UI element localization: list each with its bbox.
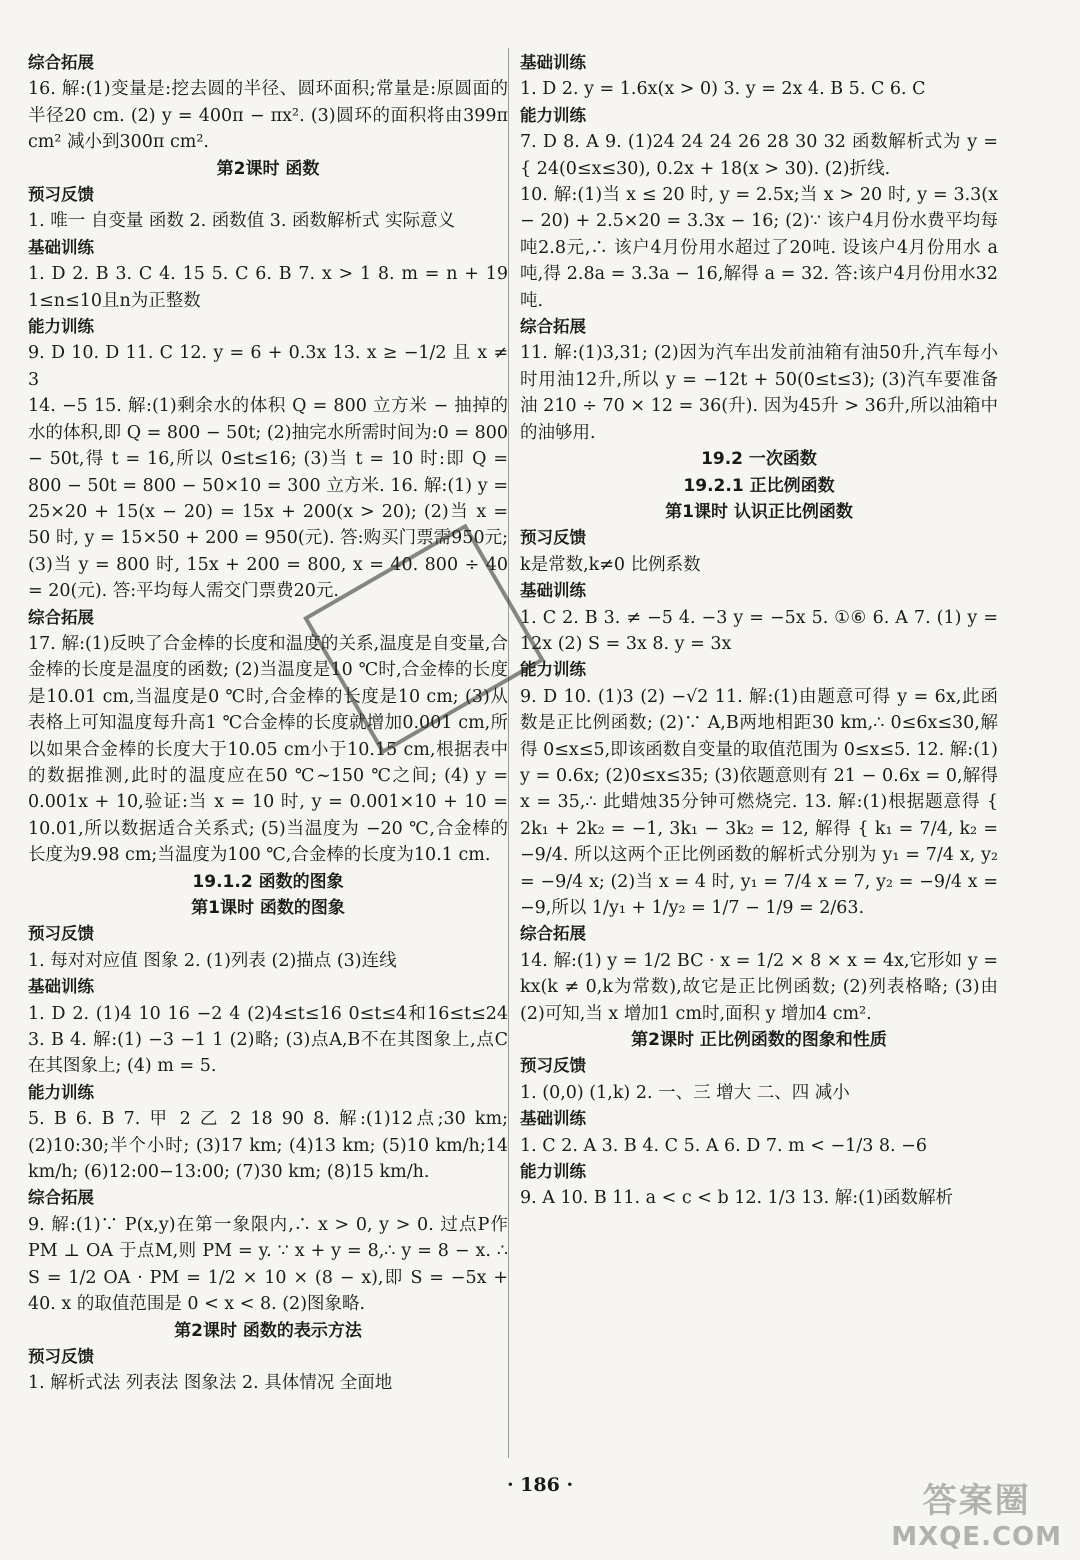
left-lesson-title: 第2课时 函数 [216,158,320,179]
left-section-heading: 综合拓展 [28,53,94,72]
left-section-heading: 能力训练 [28,1082,94,1102]
left-section-heading: 基础训练 [28,977,94,997]
left-answer-paragraph: 5. B 6. B 7. 甲 2 乙 2 18 90 8. 解:(1)12点;30 km;(2)10:30;半个小时; (3)17 km; (4)13 km; (5)10 km/h;14 km/h; (6)12:00−13:00; (7)30 km; (8)15 km/h. [28,1109,508,1183]
right-section-heading: 综合拓展 [520,317,586,337]
right-section-heading: 基础训练 [520,581,586,601]
right-lesson-title: 第2课时 正比例函数的图象和性质 [631,1030,887,1051]
right-section-heading: 预习反馈 [520,528,586,548]
right-answer-paragraph: 14. 解:(1) y = 1/2 BC · x = 1/2 × 8 × x = 4x,它形如 y = kx(k ≠ 0,k为常数),故它是正比例函数; (2)列表格略; (3)由(2)可知,当 x 增加1 cm时,面积 y 增加4 cm². [520,950,998,1024]
left-section-heading: 预习反馈 [28,185,94,205]
left-section-heading: 预习反馈 [28,1346,94,1366]
left-answer-paragraph: 9. D 10. D 11. C 12. y = 6 + 0.3x 13. x ≥ −1/2 且 x ≠ 3 [28,343,508,390]
left-section-heading: 预习反馈 [28,924,94,944]
right-answer-paragraph: 10. 解:(1)当 x ≤ 20 时, y = 2.5x;当 x > 20 时, y = 3.3(x − 20) + 2.5×20 = 3.3x − 16; (2)∵ 该户4月份水费平均每吨2.8元,∴ 该户4月份用水超过了20吨. 设该户4月份用水 a 吨,得 2.8a = 3.3a − 16,解得 a = 32. 答:该户4月份用水32吨. [520,185,998,311]
right-section-heading: 基础训练 [520,1109,586,1129]
right-section-heading: 综合拓展 [520,924,586,944]
left-section-heading: 综合拓展 [28,607,94,627]
left-answer-paragraph: 16. 解:(1)变量是:挖去圆的半径、圆环面积;常量是:原圆面的半径20 cm. (2) y = 400π − πx². (3)圆环的面积将由399π cm² 减小到300π cm². [28,79,508,153]
right-answer-paragraph: 9. D 10. (1)3 (2) −√2 11. 解:(1)由题意可得 y = 6x,此函数是正比例函数; (2)∵ A,B两地相距30 km,∴ 0≤6x≤30,解得 0≤x≤5,即该函数自变量的取值范围为 0≤x≤5. 12. 解:(1) y = 0.6x; (2)0≤x≤35; (3)依题意则有 21 − 0.6x = 0,解得 x = 35,∴ 此蜡烛35分钟可燃烧完. 13. 解:(1)根据题意得 { 2k₁ + 2k₂ = −1, 3k₁ − 3k₂ = 12, 解得 { k₁ = 7/4, k₂ = −9/4. 所以这两个正比例函数的解析式分别为 y₁ = 7/4 x, y₂ = −9/4 x; (2)当 x = 4 时, y₁ = 7/4 x = 7, y₂ = −9/4 x = −9,所以 1/y₁ + 1/y₂ = 1/7 − 1/9 = 2/63. [520,686,998,918]
right-lesson-title: 19.2 一次函数 [701,449,817,470]
right-answer-paragraph: 7. D 8. A 9. (1)24 24 24 26 28 30 32 函数解析式为 y = { 24(0≤x≤30), 0.2x + 18(x > 30). (2)折线. [520,132,998,179]
left-answer-paragraph: 1. D 2. B 3. C 4. 15 5. C 6. B 7. x > 1 8. m = n + 19 1≤n≤10且n为正整数 [28,264,508,311]
column-divider [508,48,509,1458]
right-column [520,50,998,1212]
left-answer-paragraph: 1. 解析式法 列表法 图象法 2. 具体情况 全面地 [28,1373,393,1394]
right-answer-paragraph: 1. D 2. y = 1.6x(x > 0) 3. y = 2x 4. B 5. C 6. C [520,79,926,100]
left-lesson-title: 19.1.2 函数的图象 [192,871,344,892]
left-answer-paragraph: 1. 每对对应值 图象 2. (1)列表 (2)描点 (3)连线 [28,950,397,971]
right-answer-paragraph: 9. A 10. B 11. a < c < b 12. 1/3 13. 解:(1)函数解析 [520,1188,953,1209]
right-section-heading: 能力训练 [520,660,586,680]
right-answer-paragraph: 11. 解:(1)3,31; (2)因为汽车出发前油箱有油50升,汽车每小时用油12升,所以 y = −12t + 50(0≤t≤3); (3)汽车要准备油 210 ÷ 70 × 12 = 36(升). 因为45升 > 36升,所以油箱中的油够用. [520,343,998,443]
right-section-heading: 能力训练 [520,105,586,125]
left-answer-paragraph: 1. D 2. (1)4 10 16 −2 4 (2)4≤t≤16 0≤t≤4和16≤t≤24 3. B 4. 解:(1) −3 −1 1 (2)略; (3)点A,B不在其图象上,点C在其图象上; (4) m = 5. [28,1003,508,1077]
left-answer-paragraph: 17. 解:(1)反映了合金棒的长度和温度的关系,温度是自变量,合金棒的长度是温度的函数; (2)当温度是10 ℃时,合金棒的长度是10.01 cm,当温度是0 ℃时,合金棒的长度是10 cm; (3)从表格上可知温度每升高1 ℃合金棒的长度就增加0.001 cm,所以如果合金棒的长度大于10.05 cm小于10.15 cm,根据表中的数据推测,此时的温度应在50 ℃~150 ℃之间; (4) y = 0.001x + 10,验证:当 x = 10 时, y = 0.001×10 + 10 = 10.01,所以数据适合关系式; (5)当温度为 −20 ℃,合金棒的长度为9.98 cm;当温度为100 ℃,合金棒的长度为10.1 cm. [28,633,508,866]
right-answer-paragraph: 1. C 2. B 3. ≠ −5 4. −3 y = −5x 5. ①⑥ 6. A 7. (1) y = 12x (2) S = 3x 8. y = 3x [520,607,998,654]
left-answer-paragraph: 1. 唯一 自变量 函数 2. 函数值 3. 函数解析式 实际意义 [28,211,456,232]
watermark-top: 答案圈 [922,1481,1031,1521]
page-number: · 186 · [506,1474,574,1496]
left-column [28,50,508,1397]
right-section-heading: 基础训练 [520,53,586,72]
left-section-heading: 能力训练 [28,317,94,337]
left-answer-paragraph: 14. −5 15. 解:(1)剩余水的体积 Q = 800 立方米 − 抽掉的水的体积,即 Q = 800 − 50t; (2)抽完水所需时间为:0 = 800 − 50t,得 t = 16,所以 0≤t≤16; (3)当 t = 10 时:即 Q = 800 − 50t = 800 − 50×10 = 300 立方米. 16. 解:(1) y = 25×20 + 15(x − 20) = 15x + 200(x > 20); (2)当 x = 50 时, y = 15×50 + 200 = 950(元). 答:购买门票需950元; (3)当 y = 800 时, 15x + 200 = 800, x = 40. 800 ÷ 40 = 20(元). 答:平均每人需交门票费20元. [28,396,508,602]
right-section-heading: 能力训练 [520,1162,586,1182]
right-answer-paragraph: k是常数,k≠0 比例系数 [520,554,701,575]
site-watermark [891,1473,1062,1552]
left-answer-paragraph: 9. 解:(1)∵ P(x,y)在第一象限内,∴ x > 0, y > 0. 过点P作 PM ⊥ OA 于点M,则 PM = y. ∵ x + y = 8,∴ y = 8 − x. ∴ S = 1/2 OA · PM = 1/2 × 10 × (8 − x),即 S = −5x + 40. x 的取值范围是 0 < x < 8. (2)图象略. [28,1214,508,1315]
left-section-heading: 基础训练 [28,237,94,257]
left-lesson-title: 第2课时 函数的表示方法 [174,1320,362,1341]
right-lesson-title: 19.2.1 正比例函数 [683,475,835,496]
watermark-bottom: MXQE.COM [891,1522,1062,1552]
left-lesson-title: 第1课时 函数的图象 [191,898,345,918]
right-answer-paragraph: 1. C 2. A 3. B 4. C 5. A 6. D 7. m < −1/3 8. −6 [520,1135,927,1156]
left-section-heading: 综合拓展 [28,1188,94,1208]
right-answer-paragraph: 1. (0,0) (1,k) 2. 一、三 增大 二、四 减小 [520,1082,850,1103]
right-lesson-title: 第1课时 认识正比例函数 [665,501,853,522]
right-section-heading: 预习反馈 [520,1056,586,1076]
